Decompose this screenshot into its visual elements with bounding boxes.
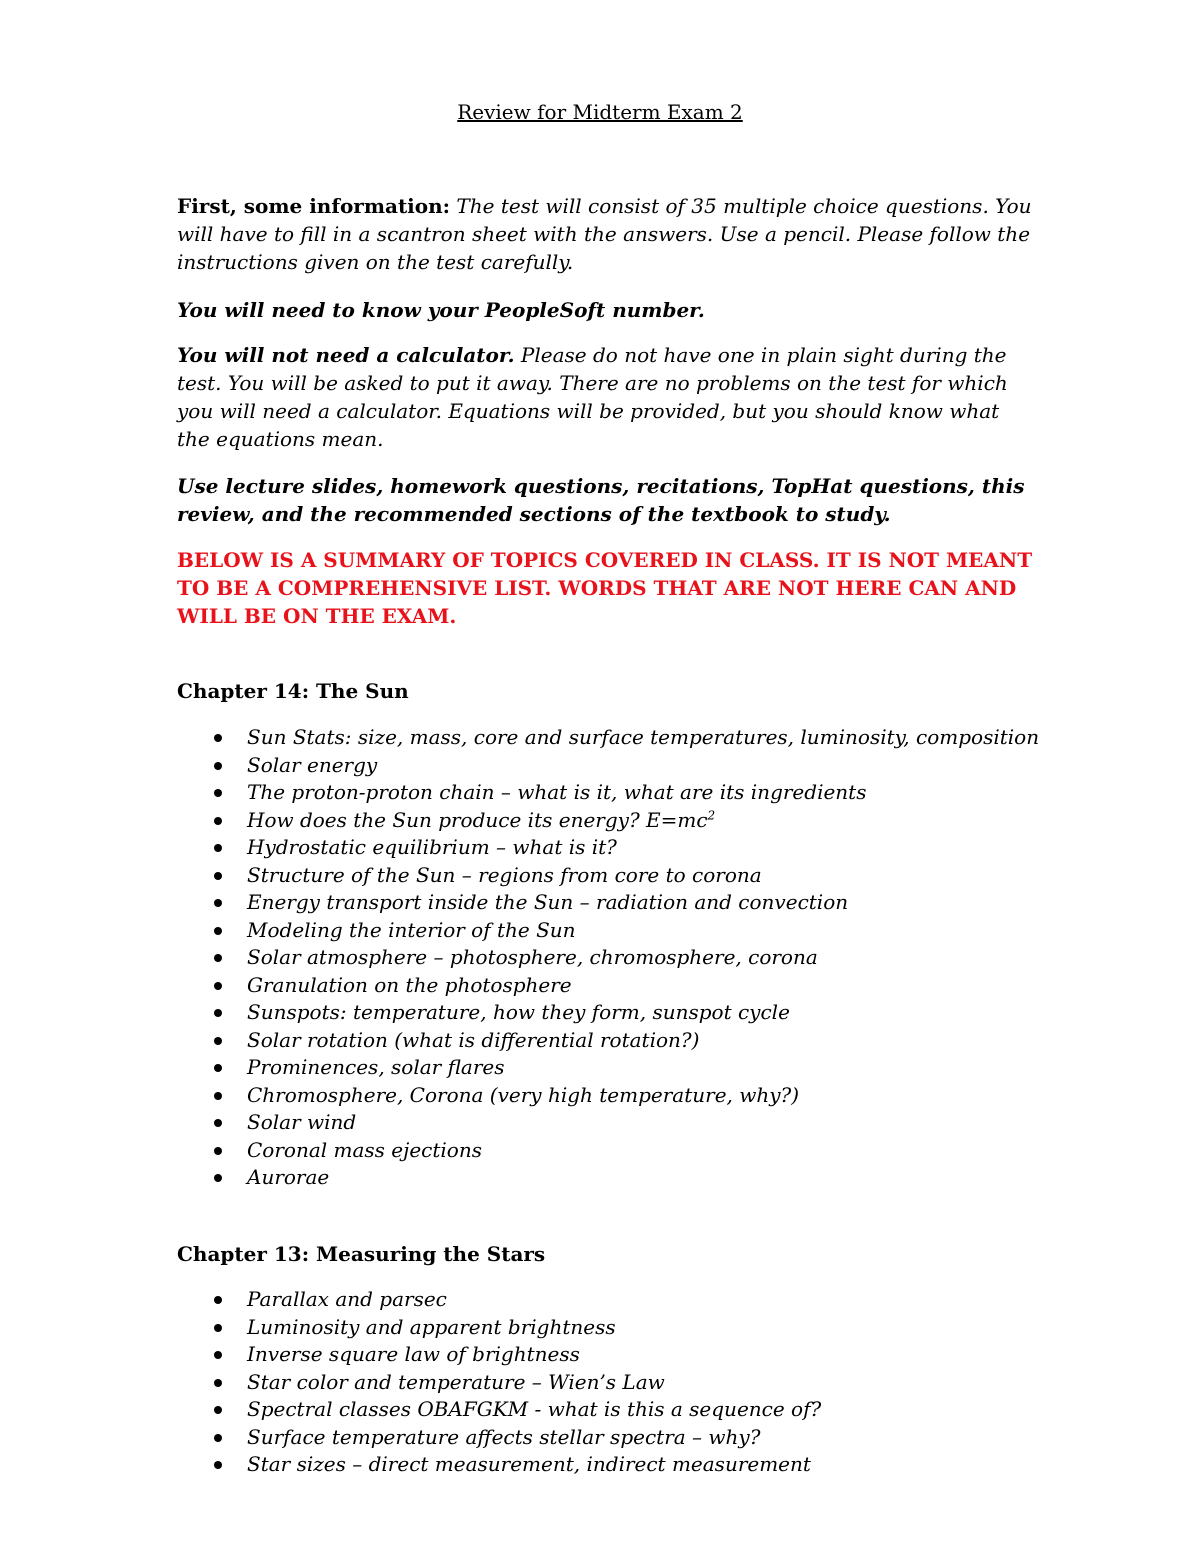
bullet-icon [214, 762, 222, 770]
topic-item [177, 1027, 1077, 1055]
topic-item [177, 1424, 1077, 1452]
chapter-14-heading: Chapter 14: The Sun [177, 679, 409, 703]
bullet-icon [214, 1324, 222, 1332]
bullet-icon [214, 982, 222, 990]
bullet-icon [214, 789, 222, 797]
chapter-13-topic-list [177, 1286, 1077, 1479]
bullet-icon [214, 1434, 222, 1442]
bullet-icon [214, 927, 222, 935]
topic-text: How does the Sun produce its energy? E=mc [247, 807, 708, 832]
bullet-icon [214, 1119, 222, 1127]
topic-text: Coronal mass ejections [247, 1137, 482, 1162]
topic-text: Hydrostatic equilibrium – what is it? [247, 835, 617, 859]
bullet-icon [214, 1351, 222, 1359]
bullet-icon [214, 1406, 222, 1414]
topic-text: Granulation on the photosphere [247, 972, 572, 997]
topic-item [177, 1369, 1077, 1397]
topic-item [177, 779, 1077, 807]
info-label: First, some information: [177, 194, 451, 218]
superscript-exponent: 2 [707, 807, 716, 822]
topic-item [177, 917, 1077, 945]
topic-item [177, 724, 1077, 752]
topic-item [177, 807, 1077, 835]
topic-text: Luminosity and apparent brightness [247, 1314, 616, 1339]
topic-item [177, 1314, 1077, 1342]
info-text: The test will consist of 35 multiple choice questions. You will have to fill in a scantron sheet with the answers. Use a pencil. Please follow the instructions given on the test carefully. [177, 194, 1032, 274]
topics-warning: BELOW IS A SUMMARY OF TOPICS COVERED IN CLASS. IT IS NOT MEANT TO BE A COMPREHENSIVE LIST. WORDS THAT ARE NOT HERE CAN AND WILL BE ON THE EXAM. [177, 548, 1033, 628]
study-note: Use lecture slides, homework questions, recitations, TopHat questions, this review, and the recommended sections of the textbook to study. [177, 474, 1025, 526]
chapter-14-topic-list [177, 724, 1077, 1192]
bullet-icon [214, 1174, 222, 1182]
calculator-text: Please do not have one in plain sight during the test. You will be asked to put it away. There are no problems on the test for which you will need a calculator. Equations will be provided, but you should know what the equations mean. [177, 343, 1008, 451]
topic-text: Prominences, solar flares [247, 1055, 505, 1079]
topic-text: Aurorae [247, 1165, 330, 1189]
topic-text: Solar atmosphere – photosphere, chromosphere, corona [247, 945, 818, 969]
topic-item [177, 1164, 1077, 1192]
topic-text: Chromosphere, Corona (very high temperature, why?) [247, 1082, 800, 1107]
bullet-icon [214, 1064, 222, 1072]
topic-text: Modeling the interior of the Sun [247, 917, 576, 942]
bullet-icon [214, 899, 222, 907]
topic-item [177, 1054, 1077, 1082]
bullet-icon [214, 734, 222, 742]
peoplesoft-note: You will need to know your PeopleSoft number. [177, 298, 705, 322]
bullet-icon [214, 1037, 222, 1045]
topic-text: Solar rotation (what is differential rotation?) [247, 1027, 700, 1052]
bullet-icon [214, 1092, 222, 1100]
topic-item [177, 752, 1077, 780]
calculator-label: You will not need a calculator. [177, 343, 515, 367]
page-title: Review for Midterm Exam 2 [457, 100, 743, 124]
topic-item [177, 972, 1077, 1000]
bullet-icon [214, 1296, 222, 1304]
topic-text: Spectral classes OBAFGKM - what is this a sequence of? [247, 1397, 822, 1421]
topic-item [177, 834, 1077, 862]
topic-item [177, 1137, 1077, 1165]
topic-item [177, 1109, 1077, 1137]
topic-text: Solar energy [247, 752, 378, 777]
topic-text: Inverse square law of brightness [247, 1342, 580, 1366]
topic-text: Energy transport inside the Sun – radiation and convection [247, 890, 849, 914]
topic-item [177, 1451, 1077, 1479]
info-paragraph [177, 192, 1037, 276]
bullet-icon [214, 1461, 222, 1469]
topic-item [177, 889, 1077, 917]
topic-item [177, 1396, 1077, 1424]
topic-text: The proton-proton chain – what is it, what are its ingredients [247, 780, 867, 804]
topic-text: Star sizes – direct measurement, indirect measurement [247, 1452, 811, 1476]
topic-text: Sun Stats: size, mass, core and surface temperatures, luminosity, composition [247, 725, 1040, 749]
topic-item [177, 1286, 1077, 1314]
topic-text: Parallax and parsec [247, 1287, 447, 1311]
bullet-icon [214, 817, 222, 825]
bullet-icon [214, 1147, 222, 1155]
topic-text: Surface temperature affects stellar spectra – why? [247, 1424, 761, 1449]
topic-item [177, 1341, 1077, 1369]
calculator-paragraph [177, 341, 1037, 453]
topic-item [177, 944, 1077, 972]
bullet-icon [214, 872, 222, 880]
bullet-icon [214, 954, 222, 962]
bullet-icon [214, 1009, 222, 1017]
topic-text: Solar wind [247, 1110, 357, 1134]
bullet-icon [214, 844, 222, 852]
bullet-icon [214, 1379, 222, 1387]
topic-item [177, 862, 1077, 890]
chapter-13-heading: Chapter 13: Measuring the Stars [177, 1242, 546, 1266]
topic-item [177, 1082, 1077, 1110]
topic-text: Structure of the Sun – regions from core to corona [247, 862, 762, 887]
topic-text: Sunspots: temperature, how they form, sunspot cycle [247, 1000, 790, 1024]
topic-text: Star color and temperature – Wien’s Law [247, 1369, 665, 1394]
topic-item [177, 999, 1077, 1027]
